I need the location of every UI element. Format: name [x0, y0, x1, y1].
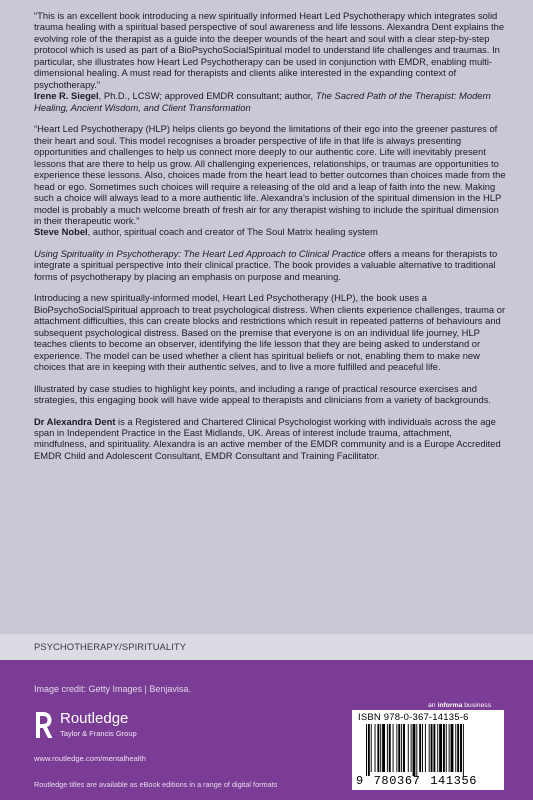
publisher-group: Taylor & Francis Group [60, 729, 137, 738]
barcode-bar [463, 724, 464, 776]
barcode-bar [439, 724, 442, 772]
barcode-bar [416, 724, 417, 776]
barcode-bar [437, 724, 438, 772]
barcode-bar [368, 724, 370, 776]
barcode-bar [451, 724, 454, 772]
informa-brand: informa [437, 702, 463, 709]
routledge-logo-icon [34, 710, 54, 740]
publisher-website[interactable]: www.routledge.com/mentalhealth [34, 754, 146, 763]
barcode-bar [455, 724, 456, 772]
barcode-bar [446, 724, 447, 772]
endorser-credentials: , author, spiritual coach and creator of The Soul Matrix healing system [87, 226, 378, 238]
subject-band [0, 634, 533, 660]
ebook-availability-note: Routledge titles are available as eBook editions in a range of digital formats [34, 780, 278, 789]
endorsement-siegel [34, 10, 506, 113]
author-name: Dr Alexandra Dent [34, 415, 116, 427]
barcode-bar [393, 724, 394, 772]
publisher-name: Routledge [60, 710, 129, 727]
endorsement-nobel [34, 123, 506, 238]
description-paragraph-1 [34, 248, 506, 282]
barcode-bar [398, 724, 400, 772]
barcode-bar [401, 724, 402, 772]
endorsement-attribution [34, 90, 491, 112]
description-paragraph-3: Illustrated by case studies to highlight key points, and including a range of practical resource exercises and strategies, this engaging book will have wide appeal to therapists and clinicians from a variety of backgrounds. [34, 382, 492, 406]
barcode-digit-first: 9 [356, 774, 364, 788]
barcode-bar [375, 724, 376, 772]
endorsement-attribution [34, 226, 378, 237]
barcode-digits-right: 141356 [430, 774, 478, 788]
description-text: offers a means for therapists to integrate a spiritual perspective into their clinical practice. The book provides a valuable alternative to traditional forms of psychotherapy by placing an emphasis on purpose and meaning. [34, 247, 498, 282]
barcode-bar [460, 724, 462, 772]
barcode-digits [356, 774, 479, 788]
barcode-bar [422, 724, 423, 772]
barcode-bar [371, 724, 372, 772]
isbn-barcode [352, 710, 504, 790]
barcode-bar [443, 724, 445, 772]
informa-business-label [428, 702, 491, 709]
barcode-bar [387, 724, 388, 772]
barcode-bar [380, 724, 381, 772]
barcode-bar [457, 724, 459, 772]
author-bio [34, 416, 506, 462]
informa-suffix: business [462, 702, 492, 709]
barcode-bar [411, 724, 412, 772]
barcode-bar [396, 724, 397, 772]
barcode-bar [413, 724, 416, 776]
endorser-credentials: , Ph.D., LCSW; approved EMDR consultant; author, [98, 90, 316, 102]
barcode-bar [429, 724, 430, 772]
author-bio-text: is a Registered and Chartered Clinical Psychologist working with individuals across the age span in Independent Practice in the East Midlands, UK. Areas of interest include trauma, attachment, mindfulness, and spirituality. Alexandra is an active member of the EMDR community and is a Europe Accredited EMDR Child and Adolescent Consultant, EMDR Consultant and Training Facilitator. [34, 415, 501, 461]
barcode-bar [366, 724, 367, 776]
endorsement-text: “This is an excellent book introducing a new spiritually informed Heart Led Psychotherapy which integrates solid trauma healing with a spiritual based perspective of soul awareness and life lessons. Alexandra Dent explains the evolving role of the therapist as a guide into the deeper wounds of the heart and soul with a clear step-by-step protocol which is used as part of a BioPsychoSocialSpiritual model to understand life challenges and traumas. In particular, she illustrates how Heart Led Psychotherapy can be used in conjunction with EMDR, enabling multi-dimensional healing. A must read for therapists and clients alike interested in the expanding context of psychotherapy.” [34, 10, 505, 90]
barcode-bar [425, 724, 426, 772]
book-title: Using Spirituality in Psychotherapy: The Heart Led Approach to Clinical Practice [34, 247, 366, 259]
endorser-name: Steve Nobel [34, 226, 88, 238]
barcode-bar [449, 724, 450, 772]
endorsement-text: “Heart Led Psychotherapy (HLP) helps clients go beyond the limitations of their ego into the greener pastures of their heart and soul. This model recognises a broader perspective of life in that life is always presenting opportunities and challenges to help us connect more deeply to our authentic core. Life will inevitably present lessons that are there to help us grow. All challenging experiences, relationships, or traumas are opportunities to experience these lessons. Also, choices made from the heart lead to better outcomes than choices made from the head or ego. Sometimes such choices will require a releasing of the old and a leap of faith into the new. Making such a choice will always lead to a more authentic life. Alexandra’s inclusion of the spiritual dimension in the HLP model is probably a much welcome breath of fresh air for any therapist wishing to include the spiritual dimension in their therapeutic work.” [34, 123, 506, 226]
cover-text-area [34, 10, 506, 471]
subject-category: PSYCHOTHERAPY/SPIRITUALITY [34, 641, 187, 652]
isbn-number: ISBN 978-0-367-14135-6 [358, 712, 469, 723]
description-paragraph-2: Introducing a new spiritually-informed model, Heart Led Psychotherapy (HLP), the book uses a BioPsychoSocialSpiritual approach to treat psychological distress. When clients experience challenges, trauma or attachment difficulties, this can create blocks and restrictions which result in repeated patterns of behaviours and subsequent psychological distress. Based on the premise that everyone is on an individual life journey, HLP teaches clients to become an observer, identifying the life lesson that they are being asked to understand or experience. The model can be used whether a client has spiritual beliefs or not, enabling them to make new choices that are in keeping with their authentic selves, and to live a more fulfilled and peaceful life. [34, 292, 506, 373]
barcode-bar [382, 724, 385, 772]
endorser-book-title: The Sacred Path of the Therapist: Modern Healing, Ancient Wisdom, and Client Transformation [34, 90, 491, 113]
barcode-bar [408, 724, 409, 772]
routledge-logo [34, 710, 184, 746]
barcode-bar [377, 724, 379, 772]
endorser-name: Irene R. Siegel [34, 90, 99, 102]
barcode-bar [431, 724, 433, 772]
image-credit: Image credit: Getty Images | Benjavisa. [34, 684, 191, 694]
barcode-digits-left: 780367 [373, 774, 421, 788]
barcode-bar [403, 724, 405, 772]
barcode-bar [419, 724, 421, 772]
publisher-footer [0, 660, 533, 800]
barcode-bar [433, 724, 435, 772]
informa-prefix: an [428, 702, 438, 709]
barcode-bar [389, 724, 391, 772]
barcode-bars [358, 724, 498, 776]
